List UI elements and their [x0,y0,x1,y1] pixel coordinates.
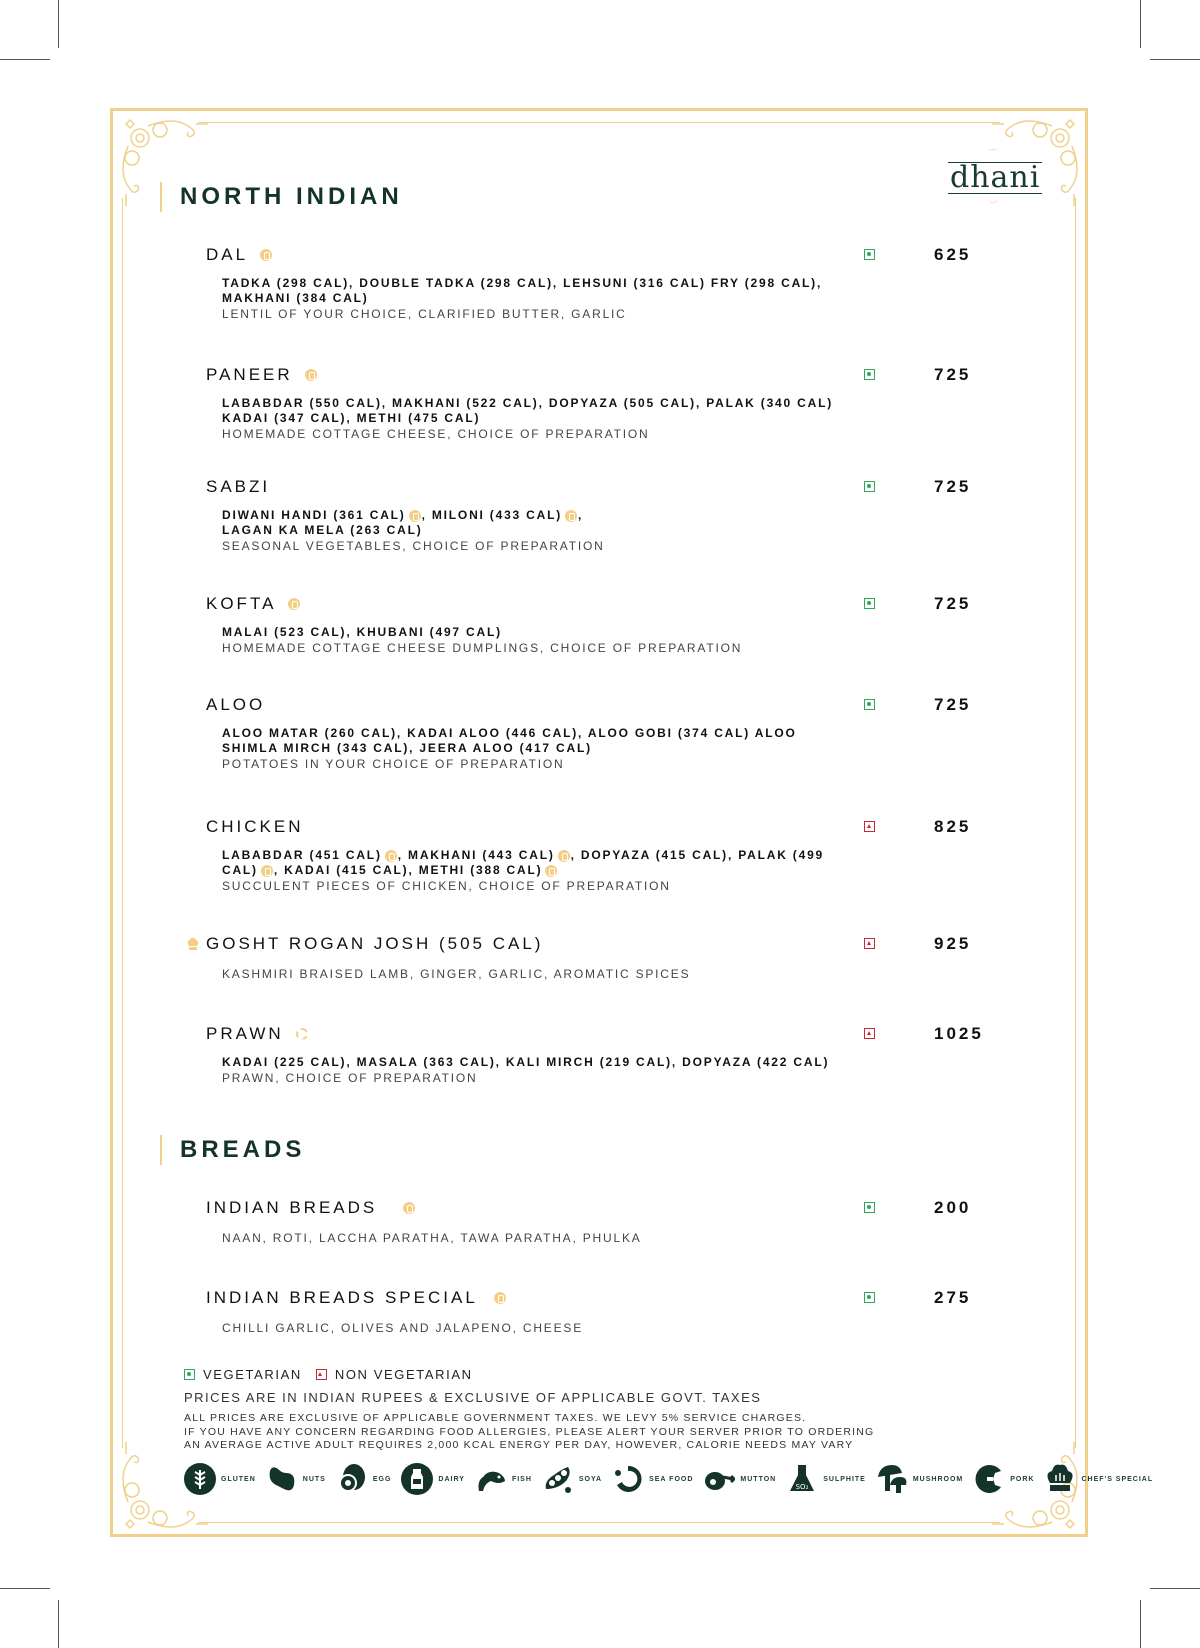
menu-item-aloo [206,695,1006,772]
menu-item-kofta [206,594,1006,656]
veg-icon [864,369,875,380]
dairy-icon [565,510,577,522]
legend-veg-label: VEGETARIAN [203,1367,302,1382]
veg-icon [864,598,875,609]
sea-food-icon [612,1463,644,1495]
item-description: NAAN, ROTI, LACCHA PARATHA, TAWA PARATHA, PHULKA [222,1231,642,1245]
diet-legend [184,1367,473,1382]
item-price: 725 [934,695,972,714]
crop-mark [0,59,50,60]
non-veg-icon [864,821,875,832]
veg-icon [864,1292,875,1303]
menu-item-dal [206,245,1006,322]
fish-icon [475,1463,507,1495]
crop-mark [58,1600,59,1648]
veg-icon [864,481,875,492]
item-options: ALOO MATAR (260 CAL), KADAI ALOO (446 CAL), ALOO GOBI (374 CAL) ALOO SHIMLA MIRCH (343 CAL), JEERA ALOO (417 CAL) [222,726,797,755]
dairy-icon [260,249,272,261]
menu-item-indian-breads [206,1198,1006,1246]
item-options: LABABDAR (550 CAL), MAKHANI (522 CAL), DOPYAZA (505 CAL), PALAK (340 CAL) KADAI (347 CAL), METHI (475 CAL) [222,396,833,425]
non-veg-icon [864,938,875,949]
item-description: LENTIL OF YOUR CHOICE, CLARIFIED BUTTER, GARLIC [222,307,627,321]
item-description: PRAWN, CHOICE OF PREPARATION [222,1071,478,1085]
item-description: CHILLI GARLIC, OLIVES AND JALAPENO, CHEESE [222,1321,584,1335]
menu-item-sabzi [206,477,1006,554]
gluten-icon [494,1292,506,1304]
allergen-legend: GLUTEN NUTS EGG DAIRY FISH SOYA SEA FOOD MUTTON SO₂ SULPHITE MUSHROOM PORK CHEF'S SPECIAL [184,1463,1157,1495]
item-price: 275 [934,1288,972,1307]
crop-mark [1150,59,1200,60]
dairy-icon [305,369,317,381]
footer-notes: ALL PRICES ARE EXCLUSIVE OF APPLICABLE GOVERNMENT TAXES. WE LEVY 5% SERVICE CHARGES. IF YOU HAVE ANY CONCERN REGARDING FOOD ALLERGIES, PLEASE ALERT YOUR SERVER PRIOR TO ORDERING AN AVERAGE ACTIVE ADULT REQUIRES 2,000 KCAL ENERGY PER DAY, HOWEVER, CALORIE NEEDS MAY VARY [184,1412,875,1451]
mutton-icon [703,1463,735,1495]
dairy-icon [409,510,421,522]
item-options: LABABDAR (451 CAL) , MAKHANI (443 CAL) , DOPYAZA (415 CAL), PALAK (499 CAL) , KADAI (415 CAL), METHI (388 CAL) [222,848,825,877]
chefs-special-icon [1044,1463,1076,1495]
veg-icon [864,1202,875,1213]
menu-item-indian-breads-special [206,1288,1006,1336]
item-options: KADAI (225 CAL), MASALA (363 CAL), KALI MIRCH (219 CAL), DOPYAZA (422 CAL) [222,1055,830,1069]
item-description: KASHMIRI BRAISED LAMB, GINGER, GARLIC, AROMATIC SPICES [222,967,691,981]
menu-item-chicken [206,817,1006,894]
dairy-icon [558,850,570,862]
crop-mark [1140,0,1141,48]
crop-mark [1150,1588,1200,1589]
item-price: 625 [934,245,972,264]
nuts-icon [266,1463,298,1495]
brand-logo [948,150,1041,206]
gluten-icon [184,1463,216,1495]
dairy-icon [261,865,273,877]
logo-ornament-icon: ◡ [988,194,998,205]
menu-item-prawn [206,1024,1006,1086]
veg-icon [864,249,875,260]
sulphite-icon [786,1463,818,1495]
item-options: MALAI (523 CAL), KHUBANI (497 CAL) [222,625,502,639]
dairy-icon [545,865,557,877]
non-veg-icon [864,1028,875,1039]
logo-ornament-icon: ⌒ [988,150,998,161]
menu-item-gosht-rogan-josh [206,934,1006,982]
item-name: DAL [206,245,249,264]
item-name: KOFTA [206,594,277,613]
item-options: DIWANI HANDI (361 CAL) , MILONI (433 CAL) , LAGAN KA MELA (263 CAL) [222,508,584,537]
item-price: 725 [934,365,972,384]
item-description: HOMEMADE COTTAGE CHEESE DUMPLINGS, CHOICE OF PREPARATION [222,641,743,655]
legend-nonveg-label: NON VEGETARIAN [334,1367,473,1382]
item-options: TADKA (298 CAL), DOUBLE TADKA (298 CAL), LEHSUNI (316 CAL) FRY (298 CAL), MAKHANI (384 CAL) [222,276,823,305]
item-price: 1025 [934,1024,984,1043]
item-description: SEASONAL VEGETABLES, CHOICE OF PREPARATION [222,539,605,553]
dairy-icon [288,598,300,610]
item-description: HOMEMADE COTTAGE CHEESE, CHOICE OF PREPARATION [222,427,650,441]
item-price: 825 [934,817,972,836]
dairy-icon [401,1463,433,1495]
item-name: INDIAN BREADS SPECIAL [206,1288,478,1307]
non-veg-icon [316,1369,327,1380]
currency-note: PRICES ARE IN INDIAN RUPEES & EXCLUSIVE OF APPLICABLE GOVT. TAXES [184,1390,762,1405]
item-price: 725 [934,594,972,613]
item-description: POTATOES IN YOUR CHOICE OF PREPARATION [222,757,565,771]
item-name: ALOO [206,695,266,714]
mushroom-icon [876,1463,908,1495]
item-price: 725 [934,477,972,496]
pork-icon [973,1463,1005,1495]
veg-icon [184,1369,195,1380]
gluten-icon [403,1202,415,1214]
item-name: PANEER [206,365,293,384]
sea-food-icon [296,1028,308,1040]
crop-mark [0,1588,50,1589]
section-title-north-indian: NORTH INDIAN [160,182,403,212]
item-name: SABZI [206,477,271,496]
svg-text:SO₂: SO₂ [795,1483,809,1491]
item-description: SUCCULENT PIECES OF CHICKEN, CHOICE OF PREPARATION [222,879,671,893]
item-price: 925 [934,934,972,953]
item-price: 200 [934,1198,972,1217]
chefs-special-icon [186,937,200,951]
crop-mark [1140,1600,1141,1648]
dairy-icon [385,850,397,862]
crop-mark [58,0,59,48]
item-name: PRAWN [206,1024,284,1043]
item-name: INDIAN BREADS [206,1198,378,1217]
logo-text: dhani [950,160,1041,195]
section-title-breads: BREADS [160,1135,305,1165]
soya-icon [542,1463,574,1495]
item-name: CHICKEN [206,817,304,836]
egg-icon [336,1463,368,1495]
veg-icon [864,699,875,710]
menu-item-paneer [206,365,1006,442]
item-name: GOSHT ROGAN JOSH (505 CAL) [206,934,544,953]
